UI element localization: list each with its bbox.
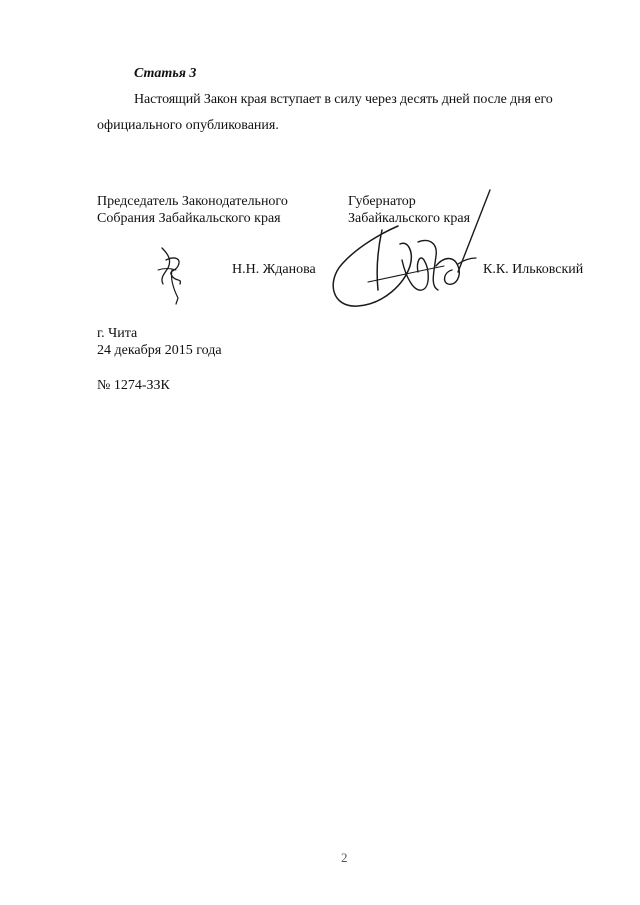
law-number: № 1274-ЗЗК [97, 378, 170, 393]
governor-name: К.К. Ильковский [483, 262, 584, 277]
governor-signature [318, 186, 494, 320]
governor-title-line-2: Забайкальского края [348, 211, 471, 226]
date: 24 декабря 2015 года [97, 343, 222, 358]
page-number: 2 [341, 850, 348, 865]
article-heading: Статья 3 [134, 66, 197, 81]
chairman-signature [150, 240, 190, 306]
article-text-line-1: Настоящий Закон края вступает в силу через десять дней после дня его [134, 92, 553, 107]
chairman-title-line-2: Собрания Забайкальского края [97, 211, 281, 226]
place: г. Чита [97, 326, 138, 341]
chairman-name: Н.Н. Жданова [232, 262, 316, 277]
chairman-title-line-1: Председатель Законодательного [97, 194, 288, 209]
article-text-line-2: официального опубликования. [97, 118, 279, 133]
governor-title-line-1: Губернатор [348, 194, 416, 209]
